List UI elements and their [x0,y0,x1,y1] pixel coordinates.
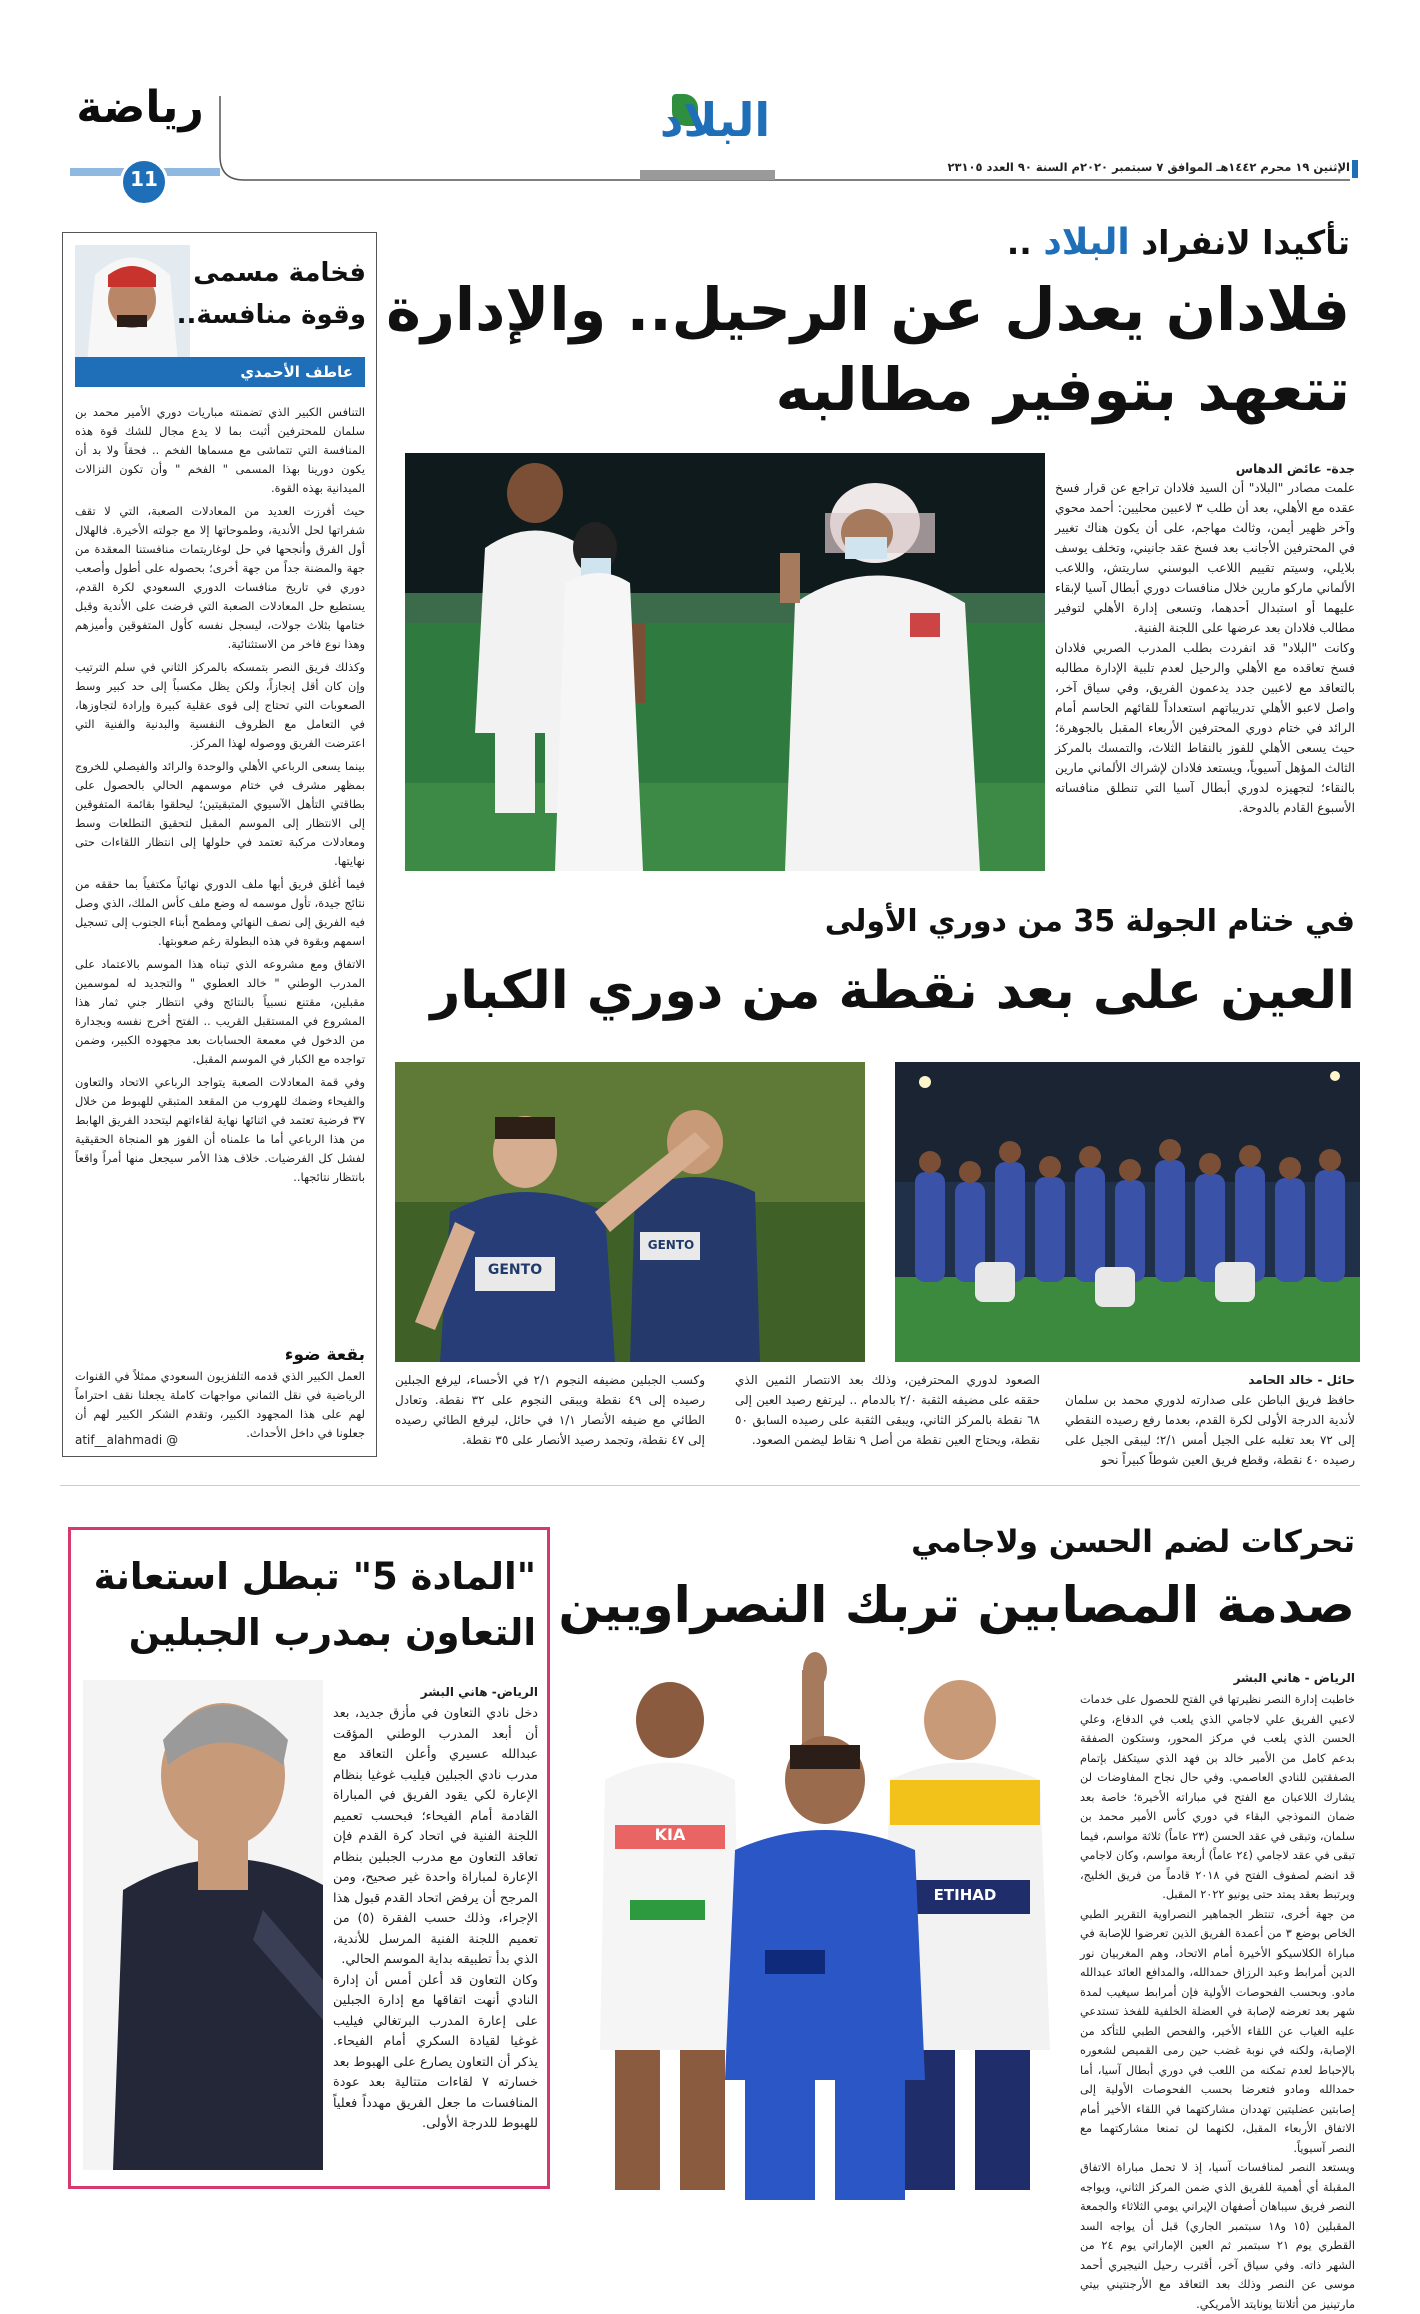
lead-kicker-text: تأكيدا لانفراد [1141,223,1350,262]
lead-photo [405,453,1045,871]
columnist-body [75,403,365,1353]
masthead [0,0,1420,200]
player-pointing-photo [395,1062,865,1362]
columnist-paragraph: التنافس الكبير الذي تضمنته مباريات دوري الأمير محمد بن سلمان للمحترفين أثبت بما لا يدع مجال للشك قوة هذه المنافسة التي تتماشى مع مسماها الفخم .. فحقاً ولا بد أن يكون دورينا بهذا المسمى " الفخم " وأن تكون النزالات الميدانية بهذه القوة. [75,405,365,495]
gento-jersey-text-2: GENTO [647,1238,695,1252]
celebration-photo-illustration [895,1062,1360,1362]
player-pointing-illustration [395,1062,865,1362]
second-col-1: حافظ فريق الباطن على صدارته لدوري محمد بن سلمان لأندية الدرجة الأولى لكرة القدم، بعدما رفع رصيده النقطي إلى ٧٢ بعد تغلبه على الجيل أمس ٢/١؛ ليبقى الجيل على رصيده ٤٠ نقطة، وقطع فريق العين شوطاً كبيراً نحو [1065,1393,1355,1467]
columnist-paragraph: بينما يسعى الرباعي الأهلي والوحدة والرائد والفيصلي للخروج بمظهر مشرف في ختام موسمهم الحالي بالحصول على بطاقتي التأهل الآسيوي المتبقيتين؛ ليحلقوا بقائمة المتفوقين إلى الانتظار إلى الموسم المقبل لتحقيق التطلعات وسط ومعادلات مركبة تعتمد في حلولها إلى انتظار اللقاءات حتى نهايتها. [75,759,365,868]
etihad-jersey-text: ETIHAD [933,1886,997,1904]
third-body: خاطبت إدارة النصر نظيرتها في الفتح للحصول على خدمات لاعبي الفريق علي لاجامي الذي يلعب في الدفاع، وعلي الحسن الذي يلعب في مركز المحور، وستكون الصفقة بدعم كامل من الأمير خالد بن فهد الذي سيتكفل بإتمام الصفقتين للنادي العاصمي. وفي حال نجاح المفاوضات لن يشارك اللاعبان مع الفتح في مباراته الأخيرة؛ خاصة بعد ضمان النموذجي البقاء في دوري كأس الأمير محمد بن سلمان، وتبقى في عقد الحسن (٢٣ عاماً) ثلاثة مواسم، فيما تبقى في عقد لاجامي (٢٤ عاماً) أربعة مواسم، وكان لاجامي قد انضم لصفوف الفتح في ٢٠١٨ قادماً من فريق الخليج، ويرتبط بعقد يمتد حتى يونيو ٢٠٢٢ المقبل. من جهة أخرى، تنتظر الجماهير النصراوية التقرير الطبي الخاص بوضع ٣ من أعمدة الفريق الذين تعرضوا للإصابة في مباراة الكلاسيكو الأخيرة أمام الاتحاد، وهم المغربيان نور الدين أمرابط وعبد الرزاق حمدالله، والمدافع العائد عبدالله مادو. وبحسب الفحوصات الأولية فإن أمرابط سيغيب لمدة شهر بعد تعرضه لإصابة في العضلة الخلفية للفخذ تستدعي عليه الغياب عن اللقاء الأخير، والفحص الطبي للتأكد من الإصابة، ولكنه في نوبة غضب حين رمى القميص لشعوره بالإحباط لعدم تمكنه من اللعب في دوري أبطال آسيا، أما حمدالله ومادو فتعرضا بحسب الفحوصات الأولية إلى إصابتين عضليتين تهددان مشاركتهما في اللقاء الأخير أمام الاتفاق الأربعاء المقبل، لكنهما لن تمنعا مشاركتهما مع النصر آسيوياً. ويستعد النصر لمنافسات آسيا، إذ لا تحمل مباراة الاتفاق المقبلة أي أهمية للفريق الذي ضمن المركز الثاني، ويواجه النصر فريق سيباهان أصفهان الإيراني يومي الثلاثاء والجمعة المقبلين (١٥ و١٨ سبتمبر الجاري) قبل أن يواجه السد القطري يوم ٢١ سبتمبر ثم العين الإماراتي يوم ٢٤ من الشهر ذاته. وفي سياق آخر، أقترب رحيل النيجيري أحمد موسى عن النصر وذلك بعد التعاقد مع الأرجنتيني بيتي مارتينيز من أتلانتا يونايتد الأمريكي. [1080,1693,1355,2311]
boxed-headline-2: التعاون بمدرب الجبلين [128,1611,536,1654]
columnist-box [62,232,377,1457]
columnist-final-text: العمل الكبير الذي قدمه التلفزيون السعودي ممثلاً في القنوات الرياضية في نقل الثماني مواجهات كاملة يجعلنا نقف احتراماً لهم على هذا المجهود الكبير، وتقدم الشكر الكبير لهم أن جعلونا في داخل الأحداث. [75,1369,365,1440]
lead-kicker-suffix: .. [1006,223,1032,262]
dateline: الإثنين ١٩ محرم ١٤٤٢هـ الموافق ٧ سبتمبر ٢٠٢٠م السنة ٩٠ العدد ٢٣١٠٥ [947,160,1350,174]
second-headline: العين على بعد نقطة من دوري الكبار [430,961,1355,1021]
newspaper-logo: البلاد [659,93,771,147]
boxed-body: دخل نادي التعاون في مأزق جديد، بعد أن أبعد المدرب الوطني المؤقت عبدالله عسيري وأعلن التعاقد مع مدرب نادي الجبلين فيليب غوغيا بنظام الإعارة لكي يقود الفريق في المباراة القادمة أمام الفيحاء؛ فبحسب تعميم اللجنة الفنية في اتحاد كرة القدم فإن تعاقد التعاون مع مدرب الجبلين بنظام الإعارة لمباراة واحدة غير صحيح، ومن المرجح أن يرفض اتحاد القدم قبول هذا الإجراء، وذلك حسب الفقرة (٥) من تعميم اللجنة الفنية المرسل للأندية، الذي بدأ تطبيقه بداية الموسم الحالي. وكان التعاون قد أعلن أمس أن إدارة النادي أنهت اتفاقها مع إدارة الجبلين على إعارة المدرب البرتغالي فيليب غوغيا لقيادة السكري أمام الفيحاء. يذكر أن التعاون يصارع على الهبوط بعد خسارته ٧ لقاءات متتالية بعد عودة المنافسات ما جعل الفريق مهدداً فعلياً للهبوط للدرجة الأولى. [333,1706,538,2131]
gento-jersey-text: GENTO [487,1262,543,1278]
third-kicker: تحركات لضم الحسن ولاجامي [911,1524,1355,1560]
columnist-author: عاطف الأحمدي [240,363,353,381]
celebration-photo [895,1062,1360,1362]
columnist-final-title: بقعة ضوء [284,1345,365,1365]
logo-bar [640,170,775,180]
lead-headline-line1: فلادان يعدل عن الرحيل.. والإدارة [386,275,1350,344]
columnist-handle: atif__alahmadi @ [75,1433,179,1447]
page-number: 11 [130,167,158,191]
lead-headline-line2: تتعهد بتوفير مطالبه [775,355,1350,424]
columnist-paragraph: وفي قمة المعادلات الصعبة يتواجد الرباعي الاتحاد والتعاون والفيحاء وضمك للهروب من المقعد المتبقي للهبوط من خلال ٣٧ فرضية تعتمد في اثنائها نهاية لقاءاتهم ليتحدد الفريق الهابط من هذا الرباعي أما ما علمناه أن الفوز هو المنجاة الحقيقية لفشل كل الفرضيات. خلاف هذا الأمر سيجعل منها أمراً واقعاً بانتظار نتائجها.. [75,1075,365,1184]
lead-kicker [850,218,1350,268]
players-cutout-illustration [560,1650,1070,2200]
boxed-story [68,1527,550,2189]
lead-byline: جدة- عائض الدهاس [1235,461,1355,476]
section-divider [60,1485,1360,1486]
second-kicker: في ختام الجولة 35 من دوري الأولى [824,904,1355,939]
second-byline: حائل - خالد الحامد [1248,1373,1355,1387]
columnist-paragraph: وكذلك فريق النصر بتمسكه بالمركز الثاني في سلم الترتيب وإن كان أقل إنجازاً، ولكن يظل مكسباً إلى حد كبير وسط الصعوبات التي تحتاج إلى قوى عقلية كبيرة وإرادة لتجاوزها، في التعامل مع الظروف النفسية والبدنية والفنية التي اعترضت الفريق ووصوله لهذا المركز. [75,660,365,750]
columnist-title-2: وقوة منافسة.. [176,300,366,330]
columnist-paragraph: فيما أغلق فريق أبها ملف الدوري نهائياً مكتفياً بما حققه من نتائج جيدة، تأول موسمه له وضع ملف كأس الملك، الذي وصل فيه الفريق إلى نصف النهائي ومطمح أبناء الجنوب إلى تسجيل اسمهم وبقوة في هذه البطولة رغم صعوبتها. [75,877,365,948]
lead-body: علمت مصادر "البلاد" أن السيد فلادان تراجع عن قرار فسخ عقده مع الأهلي، بعد أن طلب ٣ لاعبين محليين: أحمد محوي وآخر ظهير أيمن، وثالث مهاجم، على أن يكون هناك تغيير في المحترفين الأجانب بعد فسخ عقد جانيني، وتخلف يوسف بلايلي، وسيتم تقييم اللاعب البوسني ساريتش، واللاعب الألماني ماركو مارين خلال منافسات دوري أبطال آسيا لإبقاء عليهما أو استبدال أحدهما، وتسعى إدارة الأهلي لتوفير مطالب فلادان بعد عرضها على اللجنة الفنية. وكانت "البلاد" قد انفردت بطلب المدرب الصربي فلادان فسخ تعاقده مع الأهلي والرحيل لعدم تلبية الإدارة مطالبه بالتعاقد مع لاعبين جدد يدعمون الفريق، وفي سياق آخر، واصل لاعبو الأهلي تدريباتهم استعداداً للقائهم الحاسم أمام الرائد في ختام دوري المحترفين الأربعاء المقبل بالجوهرة؛ حيث يسعى الأهلي للفوز بالنقاط الثلاث، والتمسك بالمركز الثالث المؤهل آسيوياً، ويستعد فلادان لإشراك الألماني مارين بالنقاء؛ لتجهيزه لدوري أبطال آسيا التي تنطلق منافساته الأسبوع القادم بالدوحة. [1055,481,1355,815]
columnist-title-1: فخامة مسمى [193,258,366,288]
lead-photo-illustration [405,453,1045,871]
coach-photo-illustration [83,1680,323,2170]
second-col-2: الصعود لدوري المحترفين، وذلك بعد الانتصار الثمين الذي حققه على مضيفه الثقبة ٢/٠ بالدمام .. ليرتفع رصيد العين إلى ٦٨ نقطة بالمركز الثاني، ويبقى الثقبة على رصيده السابق ٥٠ نقطة، ويحتاج العين نقطة من أصل ٩ نقاط ليضمن الصعود. [735,1373,1040,1447]
columnist-paragraph: حيث أفرزت العديد من المعادلات الصعبة، التي لا تقف شفراتها لحل الأندية، وطموحاتها إلا مع جولته الأخيرة. فالهلال أول الفرق وأنجحها في حل لوغاريتمات منافستنا المعقدة من جهة والمضنة جداً من جهة أخرى؛ بحصوله على أطول وأصعب دوري في تاريخ منافسات الدوري السعودي لكرة القدم، يستطيع حل المعادلات الصعبة التي فرضت على الأندية وقبل ختامها بثلاث جولات، ليسجل نفسه كأول المتفوقين وأميزهم وهذا نوع فاخر من الاستثنائية. [75,504,365,651]
players-cutout-photo [560,1650,1070,2200]
dateline-mark [1352,160,1358,178]
boxed-byline: الرياض- هاني البشر [420,1685,538,1699]
boxed-headline-1: "المادة 5" تبطل استعانة [93,1555,536,1598]
coach-photo [83,1680,323,2170]
kia-jersey-text: KIA [654,1825,686,1844]
lead-kicker-logo: البلاد [1043,222,1130,263]
section-title: رياضة [76,82,204,133]
third-headline: صدمة المصابين تربك النصراويين [558,1576,1355,1634]
second-col-3: وكسب الجبلين مضيفه النجوم ٢/١ في الأحساء، ليرفع الجبلين رصيده إلى ٤٩ نقطة ويبقى النجوم على ٣٢ نقطة. وتعادل الطائي مع ضيفه الأنصار ١/١ في حائل، ليرفع الطائي رصيده إلى ٤٧ نقطة، وتجمد رصيد الأنصار على ٣٥ نقطة. [395,1373,706,1447]
third-byline: الرياض - هاني البشر [1233,1671,1355,1685]
columnist-paragraph: الاتفاق ومع مشروعه الذي تبناه هذا الموسم بالاعتماد على المدرب الوطني " خالد العطوي " والتجديد له لموسمين مقبلين، مقتنع نسبياً بالنتائج وفي انتظار جني ثمار هذا المشروع في المستقبل القريب .. الفتح أخرج نفسه وبجدارة من الدخول في معمعة الحسابات بعد مجهوده الكبير، وضمن تواجده مع الكبار في الموسم المقبل. [75,957,365,1066]
